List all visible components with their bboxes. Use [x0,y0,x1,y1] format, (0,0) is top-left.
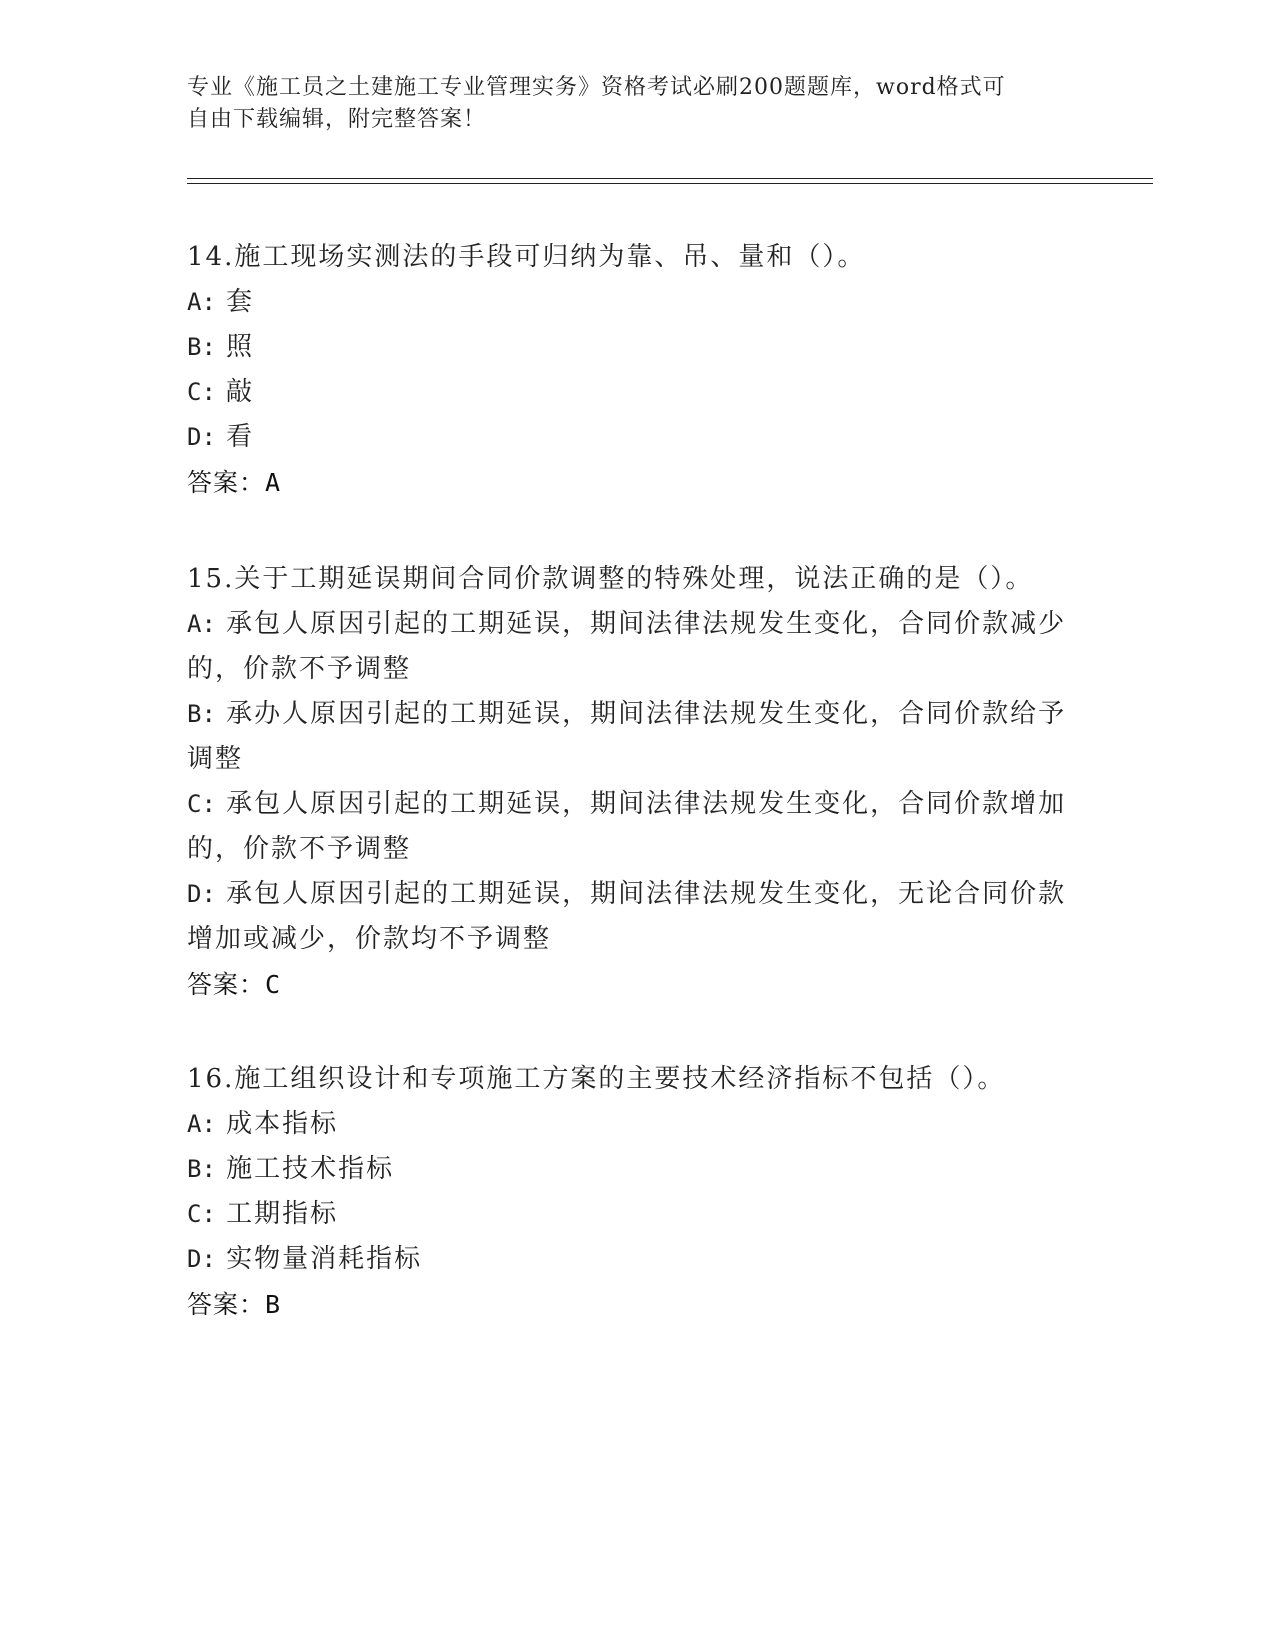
option-a [187,1102,1077,1147]
option-text: 工期指标 [226,1199,339,1229]
option-text: 承包人原因引起的工期延误，期间法律法规发生变化，合同价款增加的，价款不予调整 [187,789,1067,864]
header-divider-top [187,178,1153,179]
question-stem: 16.施工组织设计和专项施工方案的主要技术经济指标不包括（）。 [187,1064,1006,1094]
option-d [187,415,1077,460]
answer-line [187,962,1077,1007]
answer-label: 答案： [187,1290,266,1319]
answer-line [187,460,1077,505]
header-divider-bottom [187,183,1153,184]
option-c [187,1192,1077,1237]
option-text: 套 [226,287,255,317]
option-d [187,1237,1077,1282]
option-text: 成本指标 [226,1109,339,1139]
option-text: 施工技术指标 [226,1154,395,1184]
option-a [187,280,1077,325]
option-b [187,1147,1077,1192]
option-c [187,782,1077,872]
option-key: C: [187,378,216,406]
option-key: D: [187,880,216,908]
question-15 [187,557,1077,1007]
option-text: 承办人原因引起的工期延误，期间法律法规发生变化，合同价款给予调整 [187,699,1067,774]
answer-value: A [265,468,282,497]
option-a [187,602,1077,692]
option-text: 承包人原因引起的工期延误，期间法律法规发生变化，合同价款减少的，价款不予调整 [187,609,1067,684]
option-b [187,692,1077,782]
option-b [187,325,1077,370]
question-14 [187,235,1077,505]
option-text: 承包人原因引起的工期延误，期间法律法规发生变化，无论合同价款增加或减少，价款均不予调整 [187,879,1067,954]
option-c [187,370,1077,415]
header-line-2: 自由下载编辑，附完整答案！ [187,107,487,132]
option-key: A: [187,1110,216,1138]
question-stem: 15.关于工期延误期间合同价款调整的特殊处理，说法正确的是（）。 [187,564,1034,594]
answer-label: 答案： [187,970,266,999]
option-key: A: [187,288,216,316]
option-key: D: [187,1245,216,1273]
option-key: A: [187,610,216,638]
option-key: B: [187,1155,216,1183]
option-key: C: [187,790,216,818]
option-text: 照 [226,332,255,362]
option-text: 看 [226,422,255,452]
header-line-1: 专业《施工员之土建施工专业管理实务》资格考试必刷200题题库，word格式可 [187,75,1006,100]
answer-line [187,1282,1077,1327]
option-text: 实物量消耗指标 [226,1244,423,1274]
answer-value: B [265,1290,282,1319]
option-key: C: [187,1200,216,1228]
option-d [187,872,1077,962]
answer-value: C [265,970,282,999]
option-key: D: [187,423,216,451]
option-key: B: [187,700,216,728]
answer-label: 答案： [187,468,266,497]
option-key: B: [187,333,216,361]
document-header [187,72,1067,136]
option-text: 敲 [226,377,255,407]
question-stem: 14.施工现场实测法的手段可归纳为靠、吊、量和（）。 [187,242,866,272]
question-16 [187,1057,1077,1327]
